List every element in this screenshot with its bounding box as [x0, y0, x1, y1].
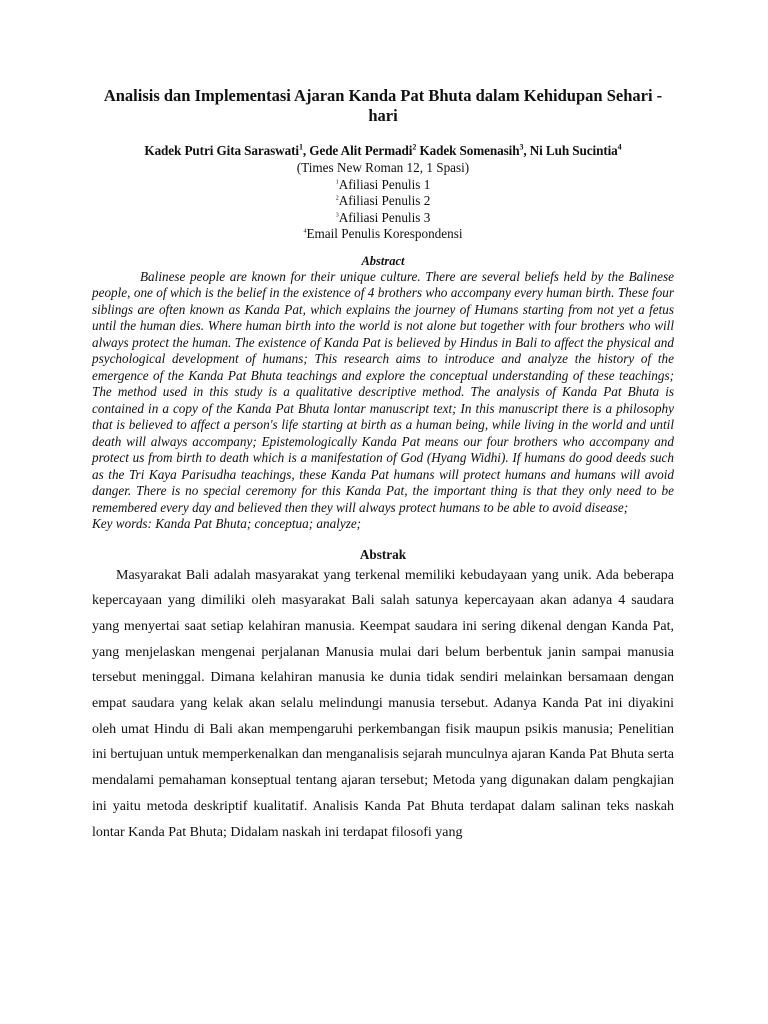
font-note: (Times New Roman 12, 1 Spasi) [296, 160, 470, 175]
author-name: Gede Alit Permadi [309, 143, 413, 158]
author-superscript: 4 [617, 142, 622, 152]
affiliation-line [92, 177, 674, 194]
author-name: Kadek Putri Gita Saraswati [144, 143, 299, 158]
author-name: Ni Luh Sucintia [529, 143, 618, 158]
author-superscript: 1 [298, 142, 303, 152]
abstract-heading: Abstract [361, 253, 405, 268]
affiliation-text: Email Penulis Korespondensi [306, 226, 463, 241]
affiliation-superscript: 4 [303, 228, 307, 235]
affiliation-superscript: 2 [335, 195, 339, 202]
paper-title: Analisis dan Implementasi Ajaran Kanda Pat Bhuta dalam Kehidupan Sehari - hari [103, 86, 663, 125]
author-list [92, 143, 674, 159]
abstrak-heading: Abstrak [359, 546, 407, 562]
affiliation-line [92, 193, 674, 210]
author-separator: , [523, 143, 530, 158]
author-separator: , [302, 143, 310, 158]
author-superscript: 3 [519, 142, 524, 152]
affiliation-line [92, 210, 674, 227]
paper-page [92, 86, 674, 845]
affiliation-text: Afiliasi Penulis 3 [338, 209, 431, 225]
affiliation-line [92, 226, 674, 243]
keywords-line: Key words: Kanda Pat Bhuta; conceptua; analyze; [92, 516, 362, 531]
abstract-body: Balinese people are known for their unique culture. There are several beliefs held by the Balinese people, one of which is the belief in the existence of 4 brothers who accompany every human birth. These four siblings are often known as Kanda Pat, which explains the journey of Humans starting from not yet a fetus until the human dies. Where human birth into the world is not alone but together with four brothers who will always protect the human. The existence of Kanda Pat is believed by Hindus in Bali to affect the physical and psychological development of humans; This research aims to introduce and analyze the history of the emergence of the Kanda Pat Bhuta teachings and explore the conceptual understanding of these teachings; The method used in this study is a qualitative descriptive method. The analysis of Kanda Pat Bhuta is contained in a copy of the Kanda Pat Bhuta lontar manuscript text; In this manuscript there is a philosophy that is believed to affect a person's life starting at birth as a human being, while living in the world and until death will always accompany; Epistemologically Kanda Pat means our four brothers who accompany and protect us from birth to death which is a manifestation of God (Hyang Widhi). If humans do good deeds such as the Tri Kaya Parisudha teachings, these Kanda Pat humans will protect humans and humans will avoid danger. There is no special ceremony for this Kanda Pat, the important thing is that they only need to be remembered every day and believed then they will always protect humans to be able to avoid disease; [92, 268, 674, 515]
affiliation-superscript: 3 [335, 212, 339, 219]
affiliation-text: Afiliasi Penulis 2 [338, 193, 431, 208]
author-superscript: 2 [412, 142, 417, 152]
author-name: Kadek Somenasih [419, 143, 520, 158]
abstrak-body: Masyarakat Bali adalah masyarakat yang terkenal memiliki kebudayaan yang unik. Ada beberapa kepercayaan yang dimiliki oleh masyarakat Bali salah satunya kepercayaan akan adanya 4 saudara yang menyertai saat setiap kelahiran manusia. Keempat saudara ini sering dikenal dengan Kanda Pat, yang menjelaskan mengenai perjalanan Manusia mulai dari belum berbentuk janin sampai manusia tersebut meninggal. Dimana kelahiran manusia ke dunia tidak sendiri melainkan bersamaan dengan empat saudara yang kelak akan selalu melindungi manusia tersebut. Adanya Kanda Pat ini diyakini oleh umat Hindu di Bali akan mempengaruhi perkembangan fisik maupun psikis manusia; Penelitian ini bertujuan untuk memperkenalkan dan menganalisis sejarah munculnya ajaran Kanda Pat Bhuta serta mendalami pemahaman konseptual tentang ajaran tersebut; Metoda yang digunakan dalam pengkajian ini yaitu metoda deskriptif kualitatif. Analisis Kanda Pat Bhuta terdapat dalam salinan teks naskah lontar Kanda Pat Bhuta; Didalam naskah ini terdapat filosofi yang [92, 567, 674, 840]
affiliation-text: Afiliasi Penulis 1 [338, 176, 431, 192]
affiliation-superscript: 1 [335, 179, 339, 186]
